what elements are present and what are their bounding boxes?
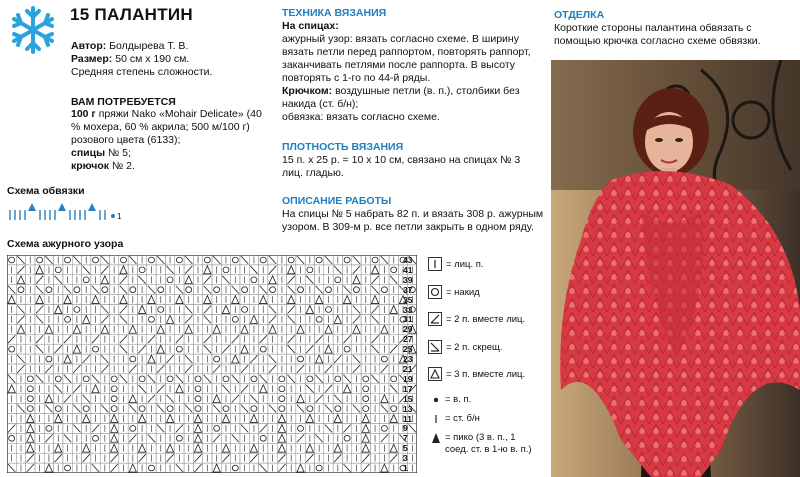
row-number: 13 [403, 403, 413, 414]
legend-text: = 3 п. вместе лиц. [446, 368, 526, 380]
legend-text: = накид [446, 286, 480, 298]
hook-text: воздушные петли (в. п.), столбики без накида (ст. б/н); [282, 85, 520, 110]
edge-text: обвязка: вязать согласно схеме. [282, 111, 440, 123]
legend-text: = в. п. [445, 394, 472, 405]
edging-chart-heading: Схема обвязки [7, 185, 85, 197]
finishing-text: Короткие стороны палантина обвязать с помощью крючка согласно схеме обвязки. [554, 22, 761, 47]
legend-text: = 2 п. вместе лиц. [446, 313, 526, 325]
row-number: 39 [403, 274, 413, 285]
legend-text: = ст. б/н [445, 413, 480, 424]
project-meta: Автор: Болдырева Т. В. Размер: 50 см х 190 см. Средняя степень сложности. [71, 40, 213, 78]
legend-item [428, 367, 525, 381]
row-number: 29 [403, 324, 413, 335]
dot-icon [431, 395, 441, 405]
row-number: 23 [403, 354, 413, 365]
legend-item [428, 312, 525, 326]
stick-icon [431, 414, 441, 424]
row-number: 37 [403, 284, 413, 295]
svg-text:1: 1 [117, 212, 122, 221]
row-number: 41 [403, 264, 413, 275]
row-number: 33 [403, 304, 413, 315]
legend-text: = пико (3 в. п., 1 соед. ст. в 1-ю в. п.) [445, 432, 532, 455]
lace-chart-grid [7, 255, 417, 473]
needles-text: ажурный узор: вязать согласно схеме. В ширину вязать петли перед раппортом, повторять раппорт, заканчивать петлями после раппорта. В высоту повторять с 1-го по 44-й ряды. [282, 33, 531, 84]
row-number: 7 [403, 433, 408, 444]
row-number: 9 [403, 423, 408, 434]
row-number: 43 [403, 255, 413, 265]
description-section [282, 195, 544, 234]
legend-text: = 2 п. скрещ. [446, 341, 503, 353]
description-heading: ОПИСАНИЕ РАБОТЫ [282, 195, 392, 207]
picot-icon [431, 432, 441, 444]
legend-item [428, 394, 471, 405]
row-number: 17 [403, 383, 413, 394]
materials-heading: ВАМ ПОТРЕБУЕТСЯ [71, 96, 176, 108]
slash-left-icon [428, 340, 442, 354]
density-text: 15 п. х 25 р. = 10 х 10 см, связано на спицах № 3 лиц. гладью. [282, 154, 521, 179]
row-number: 25 [403, 344, 413, 355]
slash-right-icon [428, 312, 442, 326]
row-number: 15 [403, 393, 413, 404]
row-number: 11 [403, 413, 412, 424]
lace-chart-heading: Схема ажурного узора [7, 238, 124, 250]
technique-section [282, 7, 544, 124]
density-heading: ПЛОТНОСТЬ ВЯЗАНИЯ [282, 141, 404, 153]
legend-item [428, 413, 480, 424]
row-number: 21 [403, 364, 413, 374]
legend-item [428, 257, 484, 271]
technique-heading: ТЕХНИКА ВЯЗАНИЯ [282, 7, 387, 19]
row-numbers [401, 255, 423, 473]
row-number: 35 [403, 294, 413, 305]
legend-item [428, 285, 480, 299]
row-number: 5 [403, 443, 408, 454]
vertical-bar-icon [428, 257, 442, 271]
snowflake-icon [8, 4, 58, 56]
row-number: 31 [403, 314, 413, 325]
edging-chart [7, 200, 127, 222]
description-text: На спицы № 5 набрать 82 п. и вязать 308 р. ажурным узором. В 309-м р. все петли закрыть в одном ряду. [282, 208, 544, 233]
legend-item [428, 340, 502, 354]
model-photo [551, 60, 800, 477]
legend-text: = лиц. п. [446, 258, 484, 270]
legend-item [428, 432, 546, 456]
materials-text: 100 г пряжи Nako «Mohair Delicate» (40 % мохера, 60 % акрила; 500 м/100 г) розового цвета (6133); спицы № 5; крючок № 2. [71, 108, 262, 172]
circle-icon [428, 285, 442, 299]
row-number: 19 [403, 373, 413, 384]
row-number: 1 [403, 463, 408, 474]
page-title: 15 ПАЛАНТИН [70, 5, 193, 24]
row-number: 27 [403, 334, 413, 345]
density-section [282, 141, 544, 180]
row-number: 3 [403, 453, 408, 464]
needles-subheading: На спицах: [282, 20, 339, 32]
triangle-icon [428, 367, 442, 381]
finishing-heading: ОТДЕЛКА [554, 9, 605, 21]
hook-subheading: Крючком: [282, 85, 333, 97]
